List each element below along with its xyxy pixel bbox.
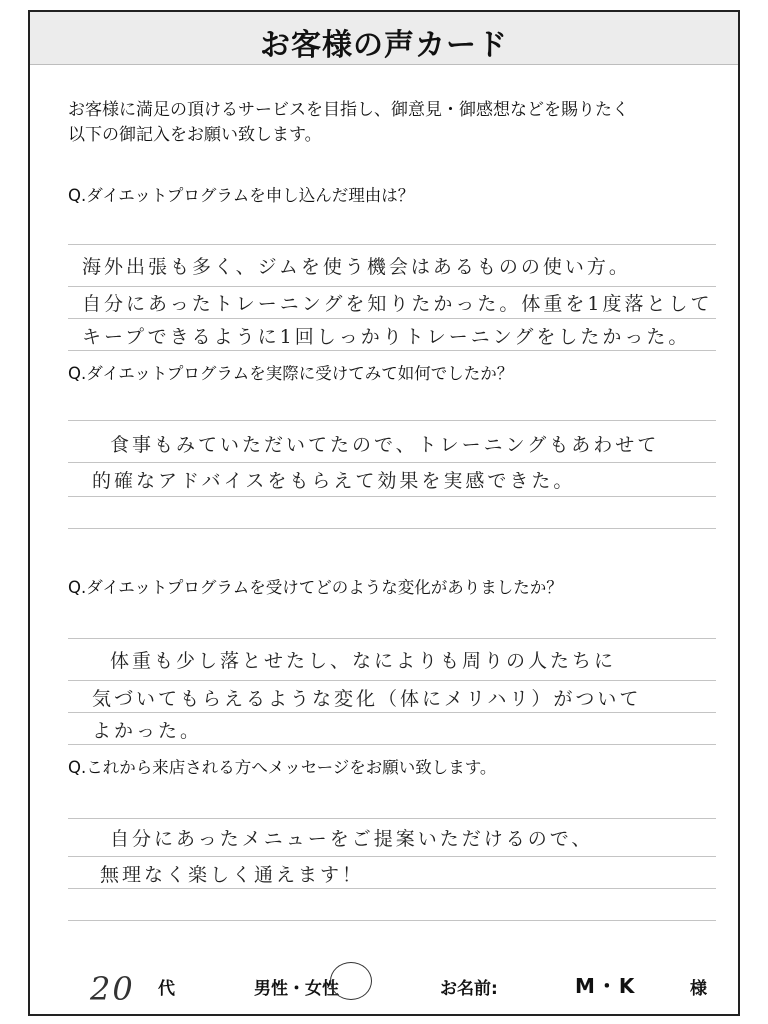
question-4-label: Q.これから来店される方へメッセージをお願い致します。: [68, 758, 497, 777]
answer-rule: [68, 286, 716, 287]
answer-rule: [68, 712, 716, 713]
answer-rule: [68, 638, 716, 639]
question-3-answer-line-3: よかった。: [92, 720, 203, 742]
gender-selection-circle: [330, 962, 372, 1000]
answer-rule: [68, 856, 716, 857]
age-value: 20: [90, 970, 135, 1008]
question-2-answer-line-1: 食事もみていただいてたので、トレーニングもあわせて: [110, 434, 660, 456]
answer-rule: [68, 496, 716, 497]
question-4-answer-line-2: 無理なく楽しく通えます！: [100, 864, 365, 886]
question-1-answer-line-2: 自分にあったトレーニングを知りたかった。体重を1度落として: [82, 293, 713, 315]
name-label: お名前:: [440, 979, 498, 999]
answer-rule: [68, 462, 716, 463]
answer-rule: [68, 318, 716, 319]
intro-line-1: お客様に満足の頂けるサービスを目指し、御意見・御感想などを賜りたく: [68, 100, 629, 120]
question-2-label: Q.ダイエットプログラムを実際に受けてみて如何でしたか？: [68, 364, 514, 383]
question-1-answer-line-1: 海外出張も多く、ジムを使う機会はあるものの使い方。: [82, 256, 631, 278]
answer-rule: [68, 528, 716, 529]
question-2-answer-line-2: 的確なアドバイスをもらえて効果を実感できた。: [92, 470, 576, 492]
question-4-answer-line-1: 自分にあったメニューをご提案いただけるので、: [110, 828, 594, 850]
card-title: お客様の声カード: [260, 28, 508, 63]
answer-rule: [68, 920, 716, 921]
honorific-label: 様: [690, 979, 707, 999]
question-1-answer-line-3: キープできるように1回しっかりトレーニングをしたかった。: [82, 326, 691, 348]
answer-rule: [68, 244, 716, 245]
name-value: M・K: [575, 974, 637, 998]
answer-rule: [68, 680, 716, 681]
intro-line-2: 以下の御記入をお願い致します。: [68, 125, 322, 145]
question-1-label: Q.ダイエットプログラムを申し込んだ理由は？: [68, 186, 415, 205]
answer-rule: [68, 420, 716, 421]
question-3-answer-line-2: 気づいてもらえるような変化（体にメリハリ）がついて: [92, 688, 642, 710]
answer-rule: [68, 818, 716, 819]
intro-text: [68, 98, 718, 148]
answer-rule: [68, 888, 716, 889]
customer-voice-card: [28, 10, 740, 1016]
gender-options: 男性・女性: [254, 979, 339, 999]
answer-rule: [68, 350, 716, 351]
card-header: [30, 12, 738, 65]
age-unit-label: 代: [158, 979, 175, 999]
question-3-label: Q.ダイエットプログラムを受けてどのような変化がありましたか？: [68, 578, 563, 597]
question-3-answer-line-1: 体重も少し落とせたし、なによりも周りの人たちに: [110, 650, 617, 672]
answer-rule: [68, 744, 716, 745]
